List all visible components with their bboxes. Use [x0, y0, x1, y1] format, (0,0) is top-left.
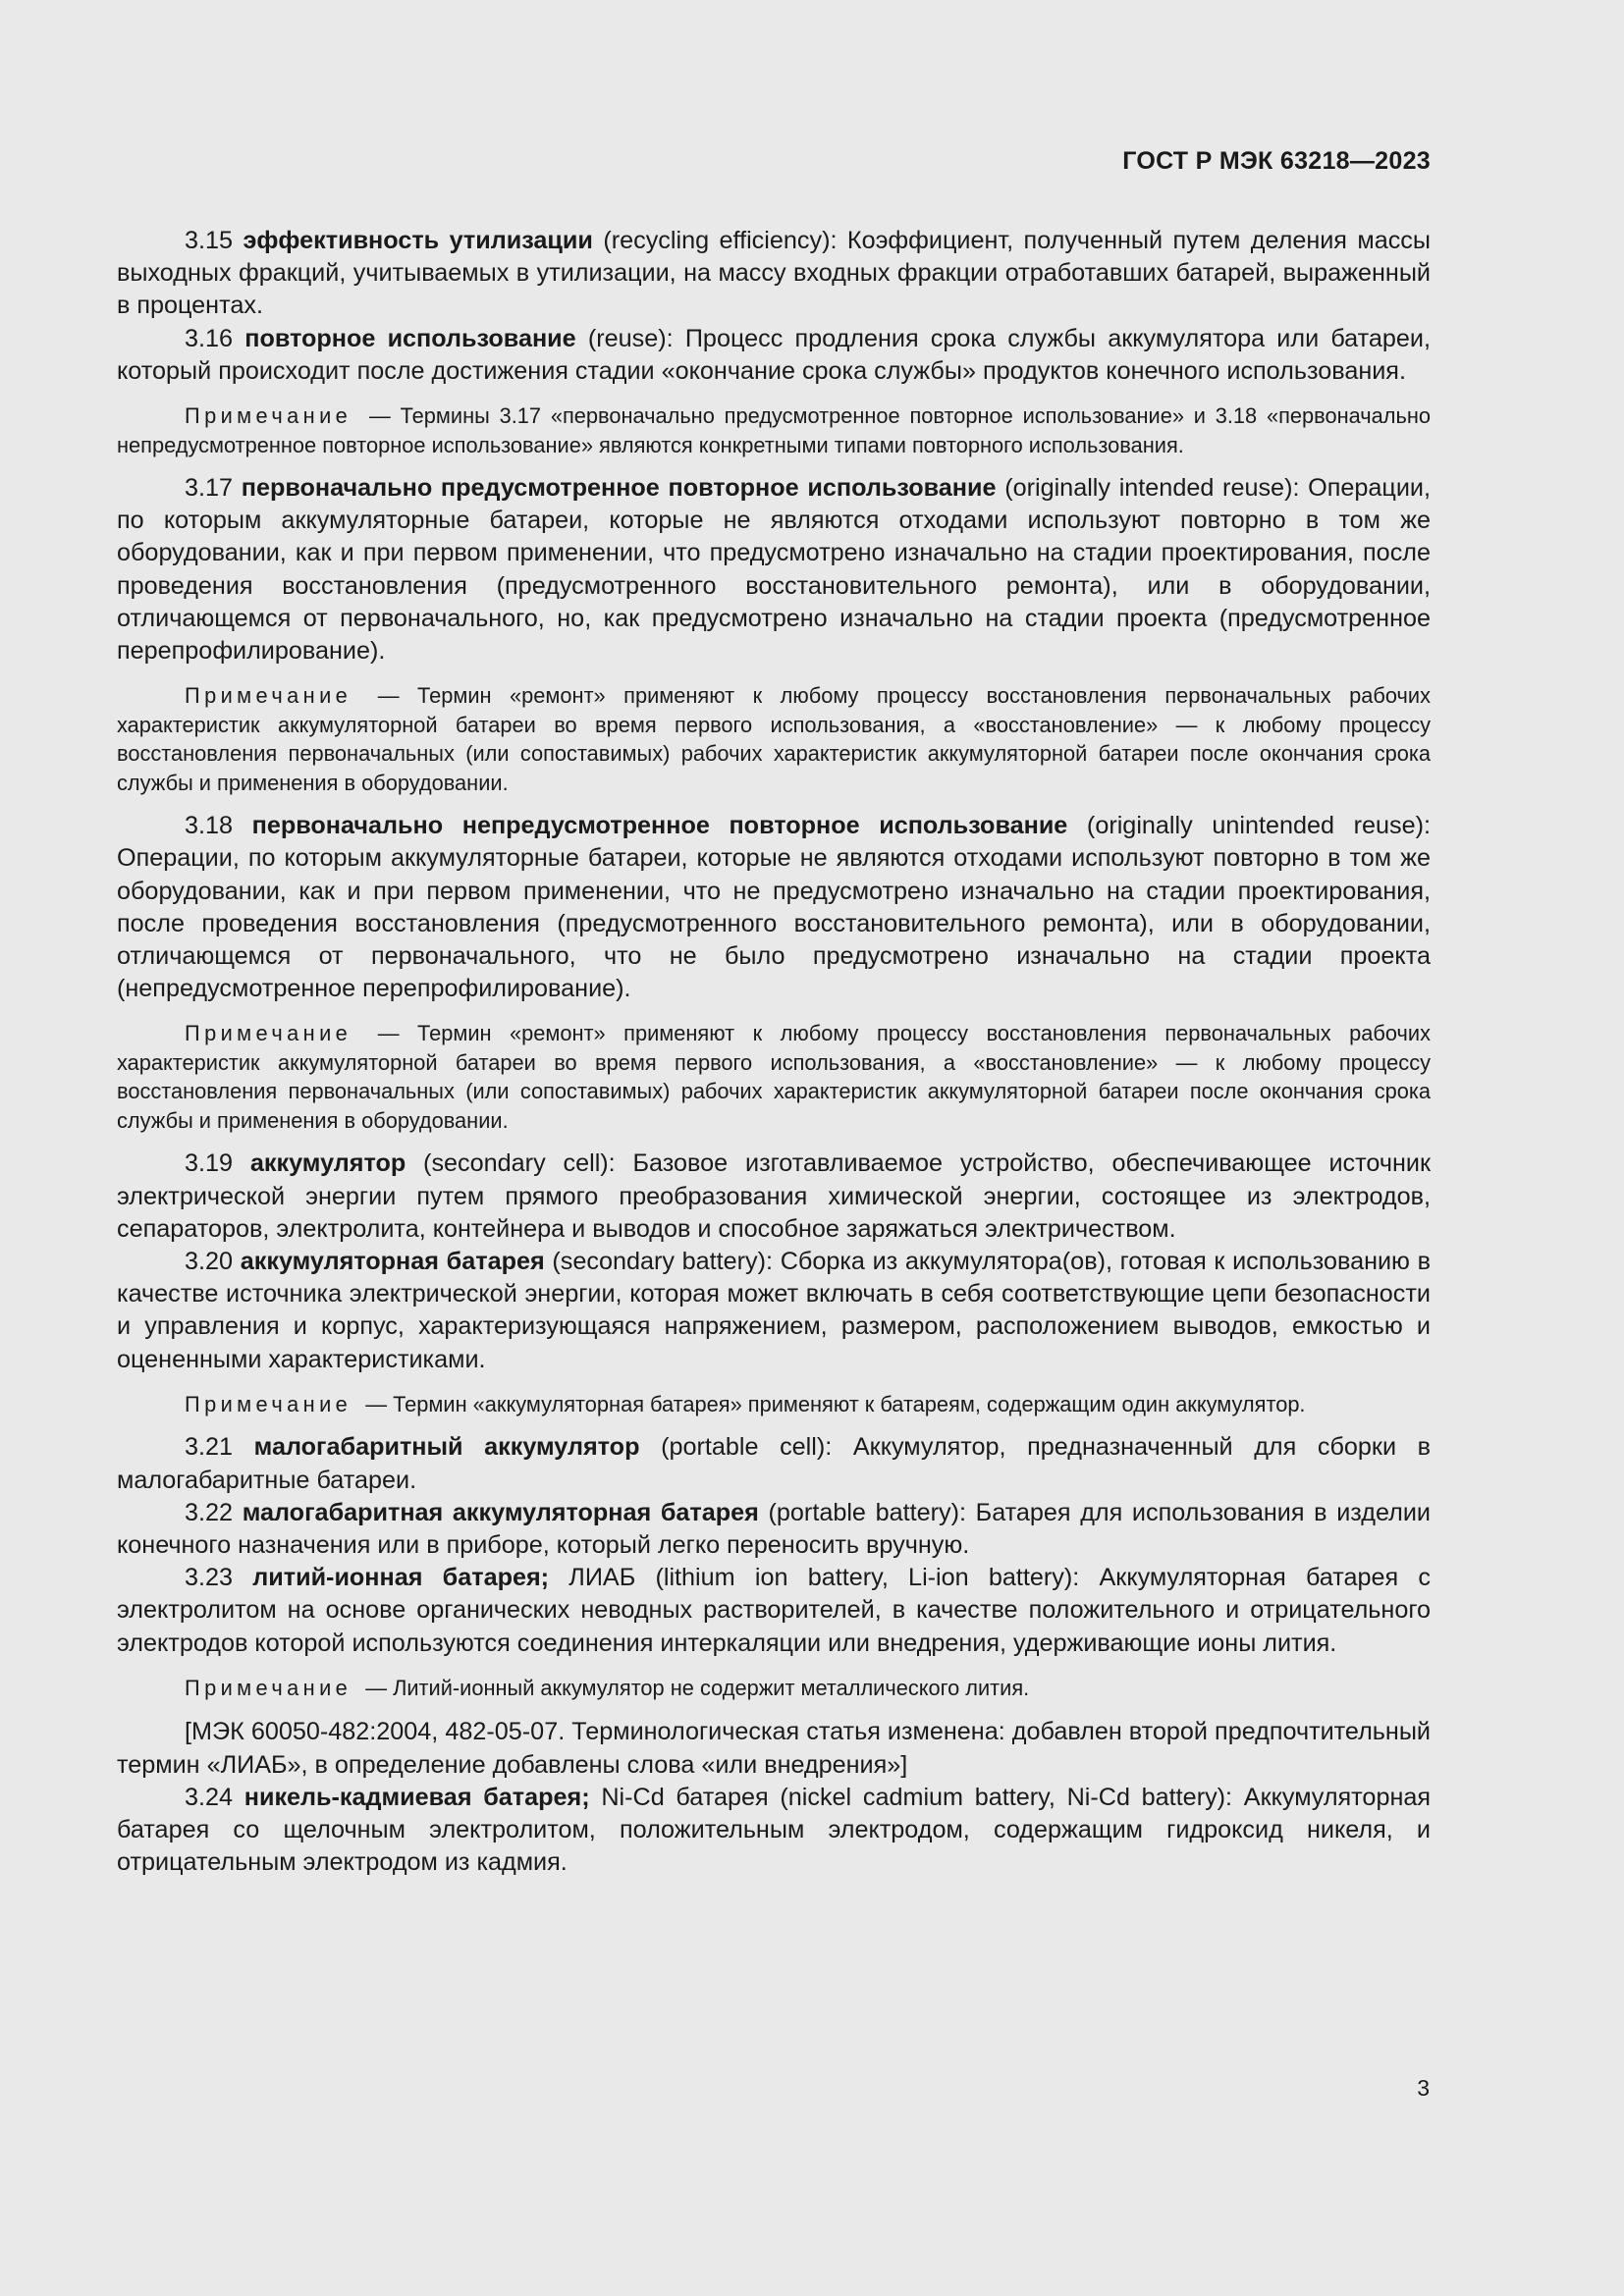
term-definition: (portable cell): Аккумулятор, предназначенный для сборки в малогабаритные батареи. — [117, 1433, 1431, 1494]
term-number: 3.19 — [185, 1149, 234, 1178]
note-label: Примечание — [185, 1021, 352, 1046]
term-number: 3.18 — [185, 812, 234, 840]
term-3-19 — [117, 1148, 1431, 1246]
term-title: аккумулятор — [249, 1149, 406, 1178]
term-title: малогабаритный аккумулятор — [253, 1433, 640, 1462]
term-title: первоначально предусмотренное повторное использование — [241, 474, 997, 503]
term-3-16 — [117, 323, 1431, 388]
term-3-22 — [117, 1497, 1431, 1562]
term-3-21 — [117, 1431, 1431, 1496]
term-3-24 — [117, 1782, 1431, 1880]
note-1 — [117, 401, 1431, 459]
term-definition: ЛИАБ (lithium ion battery, Li-ion battery): Аккумуляторная батарея с электролитом на основе органических неводных растворителей, в качестве положительного и отрицательного электродов которой используются соединения интеркаляции или внедрения, удерживающие ионы лития. — [117, 1564, 1431, 1657]
note-text: — Термины 3.17 «первоначально предусмотренное повторное использование» и 3.18 «первоначально непредусмотренное повторное использование» являются конкретными типами повторного использования. — [117, 403, 1431, 457]
term-3-23 — [117, 1562, 1431, 1660]
term-definition: (secondary cell): Базовое изготавливаемое устройство, обеспечивающее источник электрической энергии путем прямого преобразования химической энергии, состоящее из электродов, сепараторов, электролита, контейнера и выводов и способное заряжаться электричеством. — [117, 1149, 1431, 1243]
note-label: Примечание — [185, 1391, 352, 1416]
term-definition: (originally unintended reuse): Операции, по которым аккумуляторные батареи, которые не являются отходами используют повторно в том же оборудовании, как и при первом применении, что не предусмотрено изначально на стадии проектирования, после проведения восстановления (предусмотренного восстановительного ремонта), или в оборудовании, отличающемся от первоначального, что не было предусмотрено изначально на стадии проекта (непредусмотренное перепрофилирование). — [117, 812, 1432, 1003]
term-title: первоначально непредусмотренное повторное использование — [251, 812, 1068, 840]
term-number: 3.24 — [185, 1783, 234, 1811]
term-definition: (secondary battery): Сборка из аккумулятора(ов), готовая к использованию в качестве источника электрической энергии, которая может включать в себя соответствующие цепи безопасности и управления и корпус, характеризующаяся напряжением, размером, расположением выводов, емкостью и оцененными характеристиками. — [117, 1248, 1432, 1373]
note-label: Примечание — [185, 403, 352, 429]
note-text: — Термин «аккумуляторная батарея» применяют к батареям, содержащим один аккумулятор. — [359, 1391, 1306, 1416]
page-number: 3 — [1417, 2075, 1430, 2101]
note-2 — [117, 681, 1431, 797]
note-text: — Термин «ремонт» применяют к любому процессу восстановления первоначальных рабочих характеристик аккумуляторной батареи во время первого использования, а «восстановление» — к любому процессу восстановления первоначальных (или сопоставимых) рабочих характеристик аккумуляторной батареи после окончания срока службы и применения в оборудовании. — [117, 683, 1431, 795]
term-3-17 — [117, 472, 1431, 667]
term-number: 3.15 — [185, 227, 234, 254]
term-number: 3.23 — [185, 1564, 234, 1592]
note-5 — [117, 1674, 1431, 1703]
term-number: 3.16 — [185, 324, 234, 352]
term-number: 3.17 — [185, 474, 234, 503]
note-label: Примечание — [185, 1675, 352, 1700]
term-definition: (reuse): Процесс продления срока службы аккумулятора или батареи, который происходит после достижения стадии «окончание срока службы» продуктов конечного использования. — [117, 324, 1431, 385]
note-text: — Литий-ионный аккумулятор не содержит металлического лития. — [359, 1675, 1030, 1700]
note-label: Примечание — [185, 683, 352, 709]
term-3-15 — [117, 225, 1431, 323]
term-definition: (portable battery): Батарея для использования в изделии конечного назначения или в приборе, который легко переносить вручную. — [117, 1498, 1431, 1559]
term-title: аккумуляторная батарея — [240, 1248, 545, 1276]
term-number: 3.21 — [185, 1433, 234, 1462]
term-definition: Ni-Cd батарея (nickel cadmium battery, Ni-Cd battery): Аккумуляторная батарея со щелочным электролитом, положительным электродом, содержащим гидроксид никеля, и отрицательным электродом из кадмия. — [117, 1783, 1432, 1877]
note-3 — [117, 1019, 1431, 1135]
note-text: — Термин «ремонт» применяют к любому процессу восстановления первоначальных рабочих характеристик аккумуляторной батареи во время первого использования, а «восстановление» — к любому процессу восстановления первоначальных (или сопоставимых) рабочих характеристик аккумуляторной батареи после окончания срока службы и применения в оборудовании. — [117, 1021, 1431, 1133]
term-number: 3.20 — [185, 1248, 234, 1276]
note-4 — [117, 1390, 1431, 1419]
term-definition: (originally intended reuse): Операции, по которым аккумуляторные батареи, которые не являются отходами используют повторно в том же оборудовании, как и при первом применении, что предусмотрено изначально на стадии проектирования, после проведения восстановления (предусмотренного восстановительного ремонта), или в оборудовании, отличающемся от первоначального, но, как предусмотрено изначально на стадии проекта (предусмотренное перепрофилирование). — [117, 474, 1431, 666]
source-reference: [МЭК 60050-482:2004, 482-05-07. Терминологическая статья изменена: добавлен второй предпочтительный термин «ЛИАБ», в определение добавлены слова «или внедрения»] — [117, 1718, 1431, 1779]
term-definition: (recycling efficiency): Коэффициент, полученный путем деления массы выходных фракций, учитываемых в утилизации, на массу входных фракции отработавших батарей, выраженный в процентах. — [117, 227, 1432, 320]
term-3-20 — [117, 1246, 1431, 1376]
term-title: литий-ионная батарея; — [252, 1564, 550, 1592]
standard-designation: ГОСТ Р МЭК 63218—2023 — [1122, 147, 1431, 175]
term-3-18 — [117, 810, 1431, 1005]
term-title: повторное использование — [244, 324, 576, 352]
term-title: никель-кадмиевая батарея; — [244, 1783, 590, 1811]
term-title: малогабаритная аккумуляторная батарея — [242, 1498, 759, 1526]
term-title: эффективность утилизации — [243, 227, 593, 254]
page-content — [117, 225, 1431, 1879]
term-number: 3.22 — [185, 1498, 234, 1526]
